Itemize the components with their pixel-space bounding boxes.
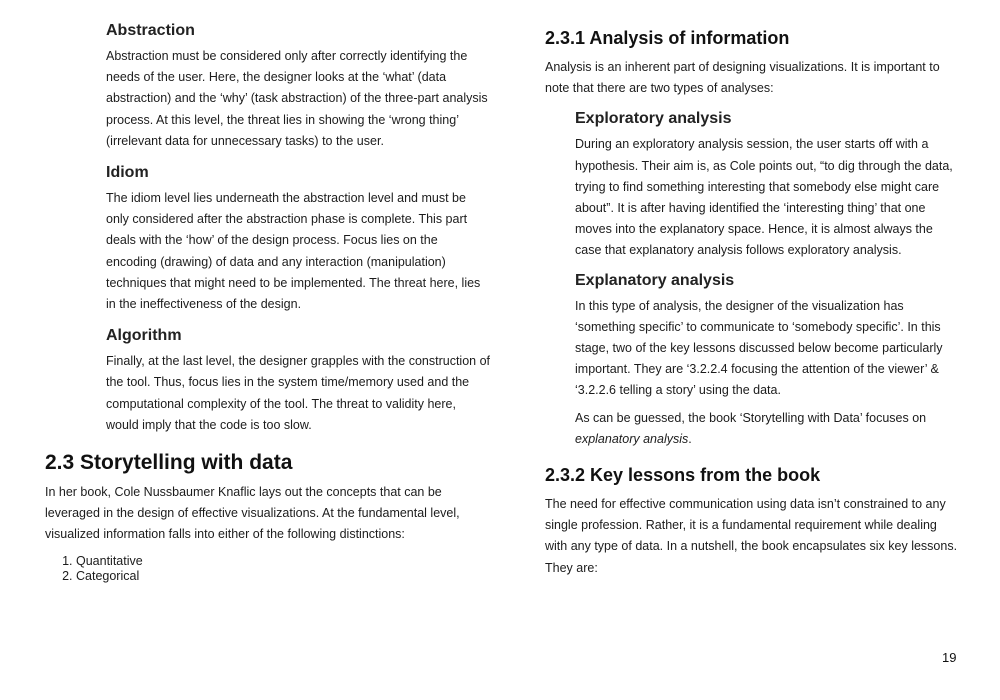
left-column [45,20,490,585]
guess-emphasis: explanatory analysis [575,431,689,446]
storytelling-paragraph: In her book, Cole Nussbaumer Knaflic lays out the concepts that can be leveraged in the design of effective visualizations. At the fundamental level, visualized information falls into either of the following distinctions: [45,485,460,542]
explanatory-paragraph: In this type of analysis, the designer of the visualization has ‘something specific’ to communicate to ‘somebody specific’. In this stage, two of the key lessons discussed below become particularly important. They are ‘3.2.2.4 focusing the attention of the viewer’ & ‘3.2.2.6 telling a story’ using the data. [575,298,943,398]
guess-paragraph [575,408,960,450]
right-column [545,25,960,579]
exploratory-heading: Exploratory analysis [575,110,732,128]
page-number: 19 [942,650,957,665]
distinctions-list [45,554,490,585]
analysis-paragraph: Analysis is an inherent part of designing visualizations. It is important to note that there are two types of analyses: [545,60,940,96]
guess-end: . [688,431,692,446]
explanatory-heading: Explanatory analysis [575,271,735,289]
algorithm-heading: Algorithm [106,327,182,345]
analysis-subsections [575,108,960,450]
idiom-heading: Idiom [106,164,149,182]
guess-text: As can be guessed, the book ‘Storytelling with Data’ focuses on [575,410,927,425]
abstraction-paragraph: Abstraction must be considered only after correctly identifying the needs of the user. Here, the designer looks at the ‘what’ (data abstraction) and the ‘why’ (task abstraction) of the three-part analysis process. At this level, the threat lies in showing the ‘wrong thing’ (irrelevant data for unnecessary tasks) to the user. [106,49,488,148]
idiom-paragraph: The idiom level lies underneath the abstraction level and must be only considered after the abstraction phase is complete. This part deals with the ‘how’ of the design process. Focus lies on the encoding (drawing) of data and any interaction (manipulation) techniques that might need to be implemented. The threat here, lies in the ineffectiveness of the design. [106,191,481,312]
abstraction-section [106,20,490,436]
key-lessons-paragraph: The need for effective communication using data isn’t constrained to any single profession. Rather, it is a fundamental requirement while dealing with any type of data. In a nutshell, the book encapsulates six key lessons. They are: [545,497,958,575]
analysis-heading: 2.3.1 Analysis of information [545,28,790,48]
list-item: 2. Categorical [76,569,490,585]
algorithm-paragraph: Finally, at the last level, the designer grapples with the construction of the tool. Thus, focus lies in the system time/memory used and the computational complexity of the tool. The threat to validity here, would imply that the code is too slow. [106,354,491,432]
list-item: 1. Quantitative [76,554,490,570]
storytelling-heading: 2.3 Storytelling with data [45,451,293,475]
exploratory-paragraph: During an exploratory analysis session, the user starts off with a hypothesis. Their aim is, as Cole points out, “to dig through the data, trying to find something interesting that somebody else might care about”. It is after having identified the ‘interesting thing’ that one moves into the explanatory space. Hence, it is almost always the case that explanatory analysis follows exploratory analysis. [575,137,953,258]
key-lessons-heading: 2.3.2 Key lessons from the book [545,465,821,486]
abstraction-heading: Abstraction [106,22,195,39]
